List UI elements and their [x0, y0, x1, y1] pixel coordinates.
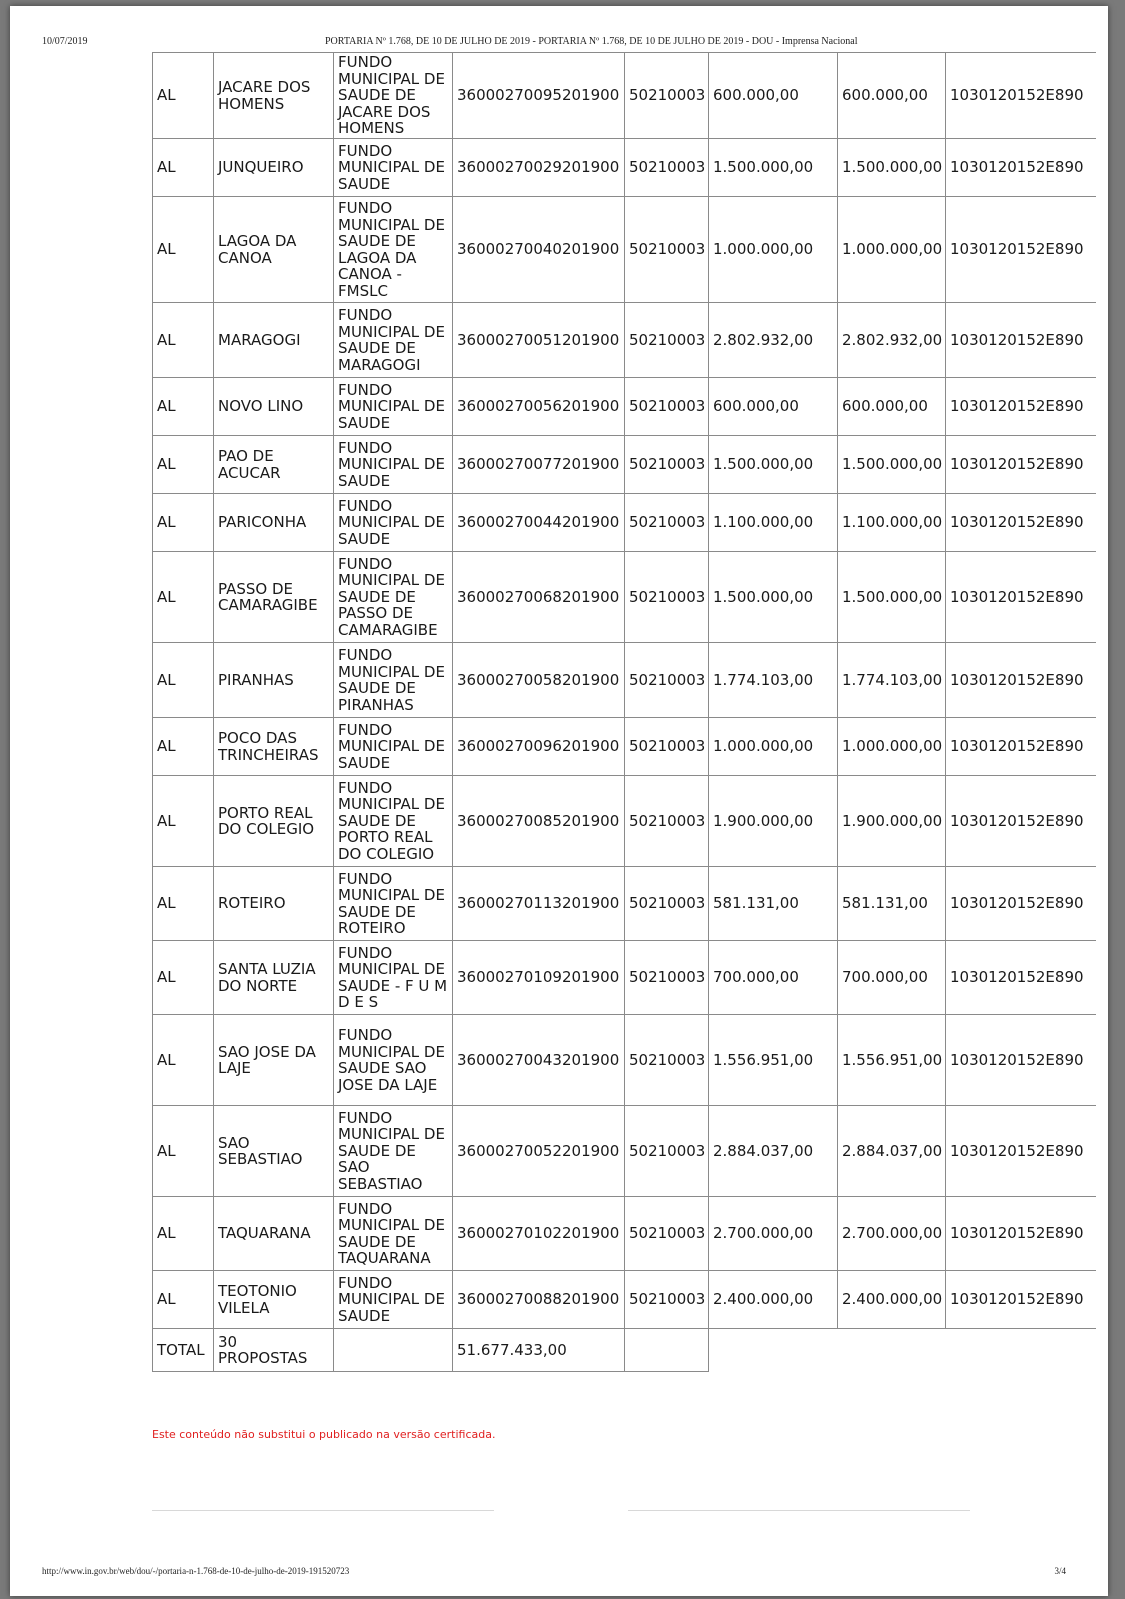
cell-municipio: TEOTONIO VILELA: [214, 1271, 334, 1329]
cell-municipio: POCO DAS TRINCHEIRAS: [214, 718, 334, 776]
cell-valor: 581.131,00: [709, 867, 838, 941]
cell-entidade: FUNDO MUNICIPAL DE SAUDE - F U M D E S: [334, 941, 453, 1015]
cell-valor: 1.000.000,00: [709, 197, 838, 303]
proposals-table: [152, 52, 1096, 1372]
cell-valor: 1.500.000,00: [709, 139, 838, 197]
table-row: [153, 1271, 1097, 1329]
cell-programa: 50210003: [625, 552, 709, 643]
cell-uf: AL: [153, 643, 214, 718]
cell-valor: 2.400.000,00: [709, 1271, 838, 1329]
cell-entidade: FUNDO MUNICIPAL DE SAUDE DE MARAGOGI: [334, 303, 453, 378]
cell-programa: 50210003: [625, 643, 709, 718]
cell-valor-total: 2.884.037,00: [838, 1106, 946, 1197]
cell-uf: AL: [153, 303, 214, 378]
cell-programa: 50210003: [625, 867, 709, 941]
total-empty-cell: [625, 1329, 709, 1372]
cell-uf: AL: [153, 867, 214, 941]
cell-programa: 50210003: [625, 303, 709, 378]
cell-entidade: FUNDO MUNICIPAL DE SAUDE SAO JOSE DA LAJE: [334, 1015, 453, 1106]
document-title: PORTARIA Nº 1.768, DE 10 DE JULHO DE 2019 - PORTARIA Nº 1.768, DE 10 DE JULHO DE 2019 - DOU - Imprensa Nacional: [325, 36, 858, 47]
cell-funcional: 1030120152E890: [946, 552, 1097, 643]
cell-proposta: 36000270096201900: [453, 718, 625, 776]
cell-uf: AL: [153, 718, 214, 776]
cell-funcional: 1030120152E890: [946, 1106, 1097, 1197]
cell-funcional: 1030120152E890: [946, 378, 1097, 436]
table-row: [153, 197, 1097, 303]
cell-entidade: FUNDO MUNICIPAL DE SAUDE DE JACARE DOS HOMENS: [334, 53, 453, 139]
cell-funcional: 1030120152E890: [946, 867, 1097, 941]
cell-proposta: 36000270085201900: [453, 776, 625, 867]
cell-entidade: FUNDO MUNICIPAL DE SAUDE: [334, 718, 453, 776]
table-row: [153, 718, 1097, 776]
cell-funcional: 1030120152E890: [946, 1015, 1097, 1106]
cell-entidade: FUNDO MUNICIPAL DE SAUDE DE TAQUARANA: [334, 1197, 453, 1271]
cell-funcional: 1030120152E890: [946, 303, 1097, 378]
cell-funcional: 1030120152E890: [946, 494, 1097, 552]
cell-funcional: 1030120152E890: [946, 197, 1097, 303]
cell-proposta: 36000270044201900: [453, 494, 625, 552]
page-url: http://www.in.gov.br/web/dou/-/portaria-n-1.768-de-10-de-julho-de-2019-191520723: [42, 1566, 350, 1576]
cell-uf: AL: [153, 378, 214, 436]
cell-valor-total: 2.700.000,00: [838, 1197, 946, 1271]
table-container: [152, 52, 1096, 1372]
total-value: 51.677.433,00: [453, 1329, 625, 1372]
cell-municipio: SAO SEBASTIAO: [214, 1106, 334, 1197]
certification-notice: Este conteúdo não substitui o publicado na versão certificada.: [152, 1428, 496, 1441]
cell-municipio: PASSO DE CAMARAGIBE: [214, 552, 334, 643]
cell-entidade: FUNDO MUNICIPAL DE SAUDE: [334, 139, 453, 197]
cell-municipio: LAGOA DA CANOA: [214, 197, 334, 303]
cell-proposta: 36000270077201900: [453, 436, 625, 494]
cell-valor: 2.884.037,00: [709, 1106, 838, 1197]
cell-valor: 600.000,00: [709, 378, 838, 436]
print-header: [10, 36, 1108, 50]
cell-valor: 1.900.000,00: [709, 776, 838, 867]
cell-valor-total: 1.000.000,00: [838, 197, 946, 303]
cell-programa: 50210003: [625, 378, 709, 436]
cell-proposta: 36000270058201900: [453, 643, 625, 718]
table-row: [153, 867, 1097, 941]
cell-funcional: 1030120152E890: [946, 1197, 1097, 1271]
cell-uf: AL: [153, 197, 214, 303]
cell-municipio: JACARE DOS HOMENS: [214, 53, 334, 139]
cell-uf: AL: [153, 552, 214, 643]
cell-uf: AL: [153, 53, 214, 139]
cell-proposta: 36000270068201900: [453, 552, 625, 643]
cell-valor: 1.774.103,00: [709, 643, 838, 718]
cell-valor: 1.100.000,00: [709, 494, 838, 552]
total-row: [153, 1329, 1097, 1372]
cell-uf: AL: [153, 139, 214, 197]
cell-valor-total: 581.131,00: [838, 867, 946, 941]
cell-proposta: 36000270113201900: [453, 867, 625, 941]
divider-right: [628, 1510, 970, 1511]
cell-proposta: 36000270040201900: [453, 197, 625, 303]
cell-programa: 50210003: [625, 1271, 709, 1329]
cell-programa: 50210003: [625, 718, 709, 776]
cell-programa: 50210003: [625, 1015, 709, 1106]
cell-programa: 50210003: [625, 1106, 709, 1197]
cell-valor-total: 2.802.932,00: [838, 303, 946, 378]
cell-municipio: JUNQUEIRO: [214, 139, 334, 197]
cell-funcional: 1030120152E890: [946, 776, 1097, 867]
cell-funcional: 1030120152E890: [946, 1271, 1097, 1329]
cell-programa: 50210003: [625, 436, 709, 494]
cell-valor: 1.500.000,00: [709, 552, 838, 643]
cell-programa: 50210003: [625, 494, 709, 552]
cell-uf: AL: [153, 1106, 214, 1197]
cell-funcional: 1030120152E890: [946, 139, 1097, 197]
cell-valor: 600.000,00: [709, 53, 838, 139]
cell-municipio: SAO JOSE DA LAJE: [214, 1015, 334, 1106]
cell-valor-total: 700.000,00: [838, 941, 946, 1015]
cell-proposta: 36000270095201900: [453, 53, 625, 139]
cell-entidade: FUNDO MUNICIPAL DE SAUDE: [334, 436, 453, 494]
cell-programa: 50210003: [625, 197, 709, 303]
cell-entidade: FUNDO MUNICIPAL DE SAUDE DE ROTEIRO: [334, 867, 453, 941]
cell-municipio: MARAGOGI: [214, 303, 334, 378]
cell-funcional: 1030120152E890: [946, 643, 1097, 718]
cell-proposta: 36000270043201900: [453, 1015, 625, 1106]
cell-valor-total: 1.774.103,00: [838, 643, 946, 718]
table-row: [153, 1106, 1097, 1197]
cell-funcional: 1030120152E890: [946, 53, 1097, 139]
cell-proposta: 36000270029201900: [453, 139, 625, 197]
cell-municipio: PORTO REAL DO COLEGIO: [214, 776, 334, 867]
cell-programa: 50210003: [625, 1197, 709, 1271]
cell-programa: 50210003: [625, 776, 709, 867]
cell-entidade: FUNDO MUNICIPAL DE SAUDE DE PORTO REAL DO COLEGIO: [334, 776, 453, 867]
cell-valor-total: 1.900.000,00: [838, 776, 946, 867]
cell-entidade: FUNDO MUNICIPAL DE SAUDE DE PIRANHAS: [334, 643, 453, 718]
cell-proposta: 36000270088201900: [453, 1271, 625, 1329]
cell-valor-total: 1.500.000,00: [838, 552, 946, 643]
cell-uf: AL: [153, 436, 214, 494]
cell-entidade: FUNDO MUNICIPAL DE SAUDE: [334, 378, 453, 436]
cell-valor-total: 600.000,00: [838, 53, 946, 139]
cell-proposta: 36000270109201900: [453, 941, 625, 1015]
blank-area: [709, 1329, 1097, 1372]
cell-funcional: 1030120152E890: [946, 941, 1097, 1015]
cell-proposta: 36000270102201900: [453, 1197, 625, 1271]
total-label: TOTAL: [153, 1329, 214, 1372]
cell-valor-total: 1.500.000,00: [838, 436, 946, 494]
cell-entidade: FUNDO MUNICIPAL DE SAUDE: [334, 494, 453, 552]
cell-entidade: FUNDO MUNICIPAL DE SAUDE DE LAGOA DA CANOA - FMSLC: [334, 197, 453, 303]
cell-uf: AL: [153, 1197, 214, 1271]
cell-proposta: 36000270056201900: [453, 378, 625, 436]
cell-proposta: 36000270051201900: [453, 303, 625, 378]
cell-funcional: 1030120152E890: [946, 718, 1097, 776]
cell-funcional: 1030120152E890: [946, 436, 1097, 494]
cell-proposta: 36000270052201900: [453, 1106, 625, 1197]
cell-entidade: FUNDO MUNICIPAL DE SAUDE DE PASSO DE CAMARAGIBE: [334, 552, 453, 643]
page-number: 3/4: [1054, 1566, 1066, 1576]
table-row: [153, 53, 1097, 139]
table-row: [153, 776, 1097, 867]
cell-uf: AL: [153, 1015, 214, 1106]
cell-valor: 2.700.000,00: [709, 1197, 838, 1271]
total-count: 30 PROPOSTAS: [214, 1329, 334, 1372]
table-row: [153, 941, 1097, 1015]
cell-municipio: PAO DE ACUCAR: [214, 436, 334, 494]
table-row: [153, 378, 1097, 436]
cell-municipio: TAQUARANA: [214, 1197, 334, 1271]
cell-valor-total: 1.500.000,00: [838, 139, 946, 197]
cell-valor: 1.000.000,00: [709, 718, 838, 776]
print-date: 10/07/2019: [42, 36, 88, 47]
cell-valor: 700.000,00: [709, 941, 838, 1015]
table-row: [153, 303, 1097, 378]
cell-valor: 2.802.932,00: [709, 303, 838, 378]
table-row: [153, 1197, 1097, 1271]
cell-valor-total: 2.400.000,00: [838, 1271, 946, 1329]
divider-left: [152, 1510, 494, 1511]
cell-uf: AL: [153, 941, 214, 1015]
table-row: [153, 552, 1097, 643]
cell-municipio: PARICONHA: [214, 494, 334, 552]
cell-valor: 1.500.000,00: [709, 436, 838, 494]
cell-valor-total: 1.000.000,00: [838, 718, 946, 776]
cell-uf: AL: [153, 1271, 214, 1329]
cell-programa: 50210003: [625, 941, 709, 1015]
cell-valor-total: 1.100.000,00: [838, 494, 946, 552]
cell-valor-total: 1.556.951,00: [838, 1015, 946, 1106]
cell-entidade: FUNDO MUNICIPAL DE SAUDE: [334, 1271, 453, 1329]
cell-municipio: NOVO LINO: [214, 378, 334, 436]
cell-uf: AL: [153, 776, 214, 867]
cell-municipio: ROTEIRO: [214, 867, 334, 941]
cell-entidade: FUNDO MUNICIPAL DE SAUDE DE SAO SEBASTIAO: [334, 1106, 453, 1197]
cell-valor: 1.556.951,00: [709, 1015, 838, 1106]
total-empty-cell: [334, 1329, 453, 1372]
cell-uf: AL: [153, 494, 214, 552]
table-row: [153, 139, 1097, 197]
cell-valor-total: 600.000,00: [838, 378, 946, 436]
cell-municipio: SANTA LUZIA DO NORTE: [214, 941, 334, 1015]
table-row: [153, 1015, 1097, 1106]
table-row: [153, 436, 1097, 494]
cell-municipio: PIRANHAS: [214, 643, 334, 718]
document-page: [10, 6, 1108, 1596]
cell-programa: 50210003: [625, 53, 709, 139]
cell-programa: 50210003: [625, 139, 709, 197]
table-row: [153, 494, 1097, 552]
table-row: [153, 643, 1097, 718]
